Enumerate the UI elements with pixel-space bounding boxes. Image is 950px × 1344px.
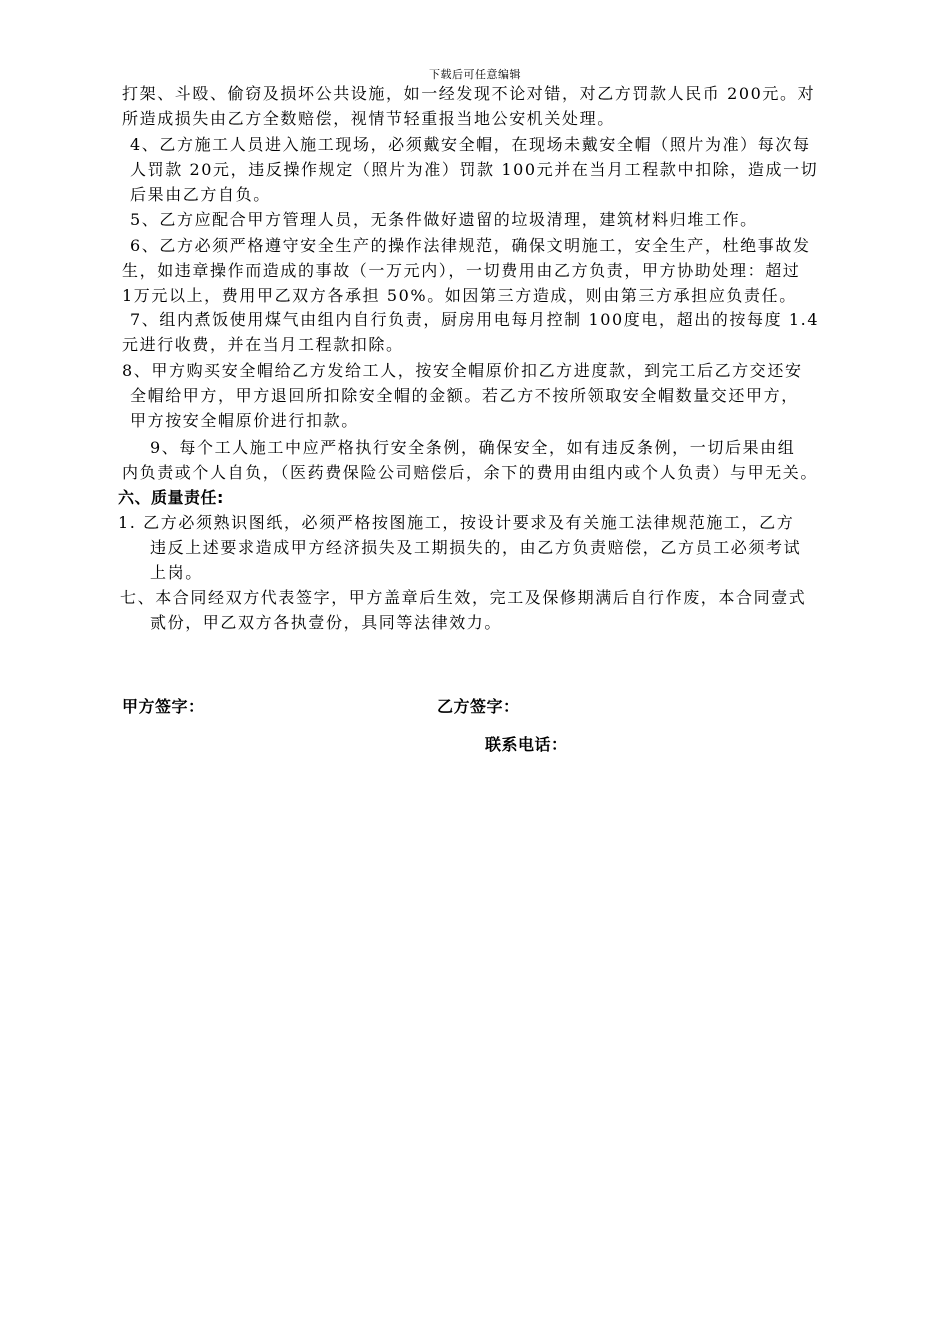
paragraph-line: 上岗。	[150, 563, 203, 582]
paragraph-line: 1. 乙方必须熟识图纸，必须严格按图施工，按设计要求及有关施工法律规范施工，乙方	[118, 513, 795, 532]
paragraph-line: 所造成损失由乙方全数赔偿，视情节轻重报当地公安机关处理。	[122, 109, 615, 128]
paragraph-line: 6、乙方必须严格遵守安全生产的操作法律规范，确保文明施工，安全生产，杜绝事故发	[130, 236, 811, 255]
paragraph-line: 甲方按安全帽原价进行扣款。	[130, 411, 359, 430]
paragraph-line: 5、乙方应配合甲方管理人员，无条件做好遗留的垃圾清理，建筑材料归堆工作。	[130, 210, 758, 229]
paragraph-line: 9、每个工人施工中应严格执行安全条例，确保安全，如有违反条例，一切后果由组	[150, 438, 796, 457]
header-note: 下载后可任意编辑	[429, 68, 521, 81]
paragraph-line: 后果由乙方自负。	[130, 185, 271, 204]
paragraph-line: 打架、斗殴、偷窃及损坏公共设施，如一经发现不论对错，对乙方罚款人民币 200元。对	[122, 84, 816, 103]
paragraph-line: 人罚款 20元，违反操作规定（照片为准）罚款 100元并在当月工程款中扣除，造成一切	[130, 160, 819, 179]
paragraph-line: 贰份，甲乙双方各执壹份，具同等法律效力。	[150, 613, 503, 632]
paragraph-line: 内负责或个人自负，（医药费保险公司赔偿后，余下的费用由组内或个人负责）与甲无关。	[122, 463, 819, 482]
paragraph-line: 4、乙方施工人员进入施工现场，必须戴安全帽，在现场未戴安全帽（照片为准）每次每	[130, 135, 811, 154]
party-a-signature-label: 甲方签字：	[122, 697, 205, 716]
paragraph-line: 生，如违章操作而造成的事故（一万元内），一切费用由乙方负责，甲方协助处理：超过	[122, 261, 801, 280]
contact-phone-label: 联系电话：	[485, 735, 568, 754]
paragraph-line: 全帽给甲方，甲方退回所扣除安全帽的金额。若乙方不按所领取安全帽数量交还甲方，	[130, 386, 799, 405]
paragraph-line: 元进行收费，并在当月工程款扣除。	[122, 335, 404, 354]
party-b-signature-label: 乙方签字：	[437, 697, 520, 716]
paragraph-line: 1万元以上，费用甲乙双方各承担 50%。如因第三方造成，则由第三方承担应负责任。	[122, 286, 797, 305]
paragraph-line: 违反上述要求造成甲方经济损失及工期损失的，由乙方负责赔偿，乙方员工必须考试	[150, 538, 802, 557]
paragraph-line: 七、本合同经双方代表签字，甲方盖章后生效，完工及保修期满后自行作废，本合同壹式	[120, 588, 807, 607]
paragraph-line: 7、组内煮饭使用煤气由组内自行负责，厨房用电每月控制 100度电，超出的按每度 1.4	[130, 310, 820, 329]
section-heading-quality: 六、质量责任:	[118, 488, 224, 507]
paragraph-line: 8、甲方购买安全帽给乙方发给工人，按安全帽原价扣乙方进度款，到完工后乙方交还安	[122, 361, 803, 380]
